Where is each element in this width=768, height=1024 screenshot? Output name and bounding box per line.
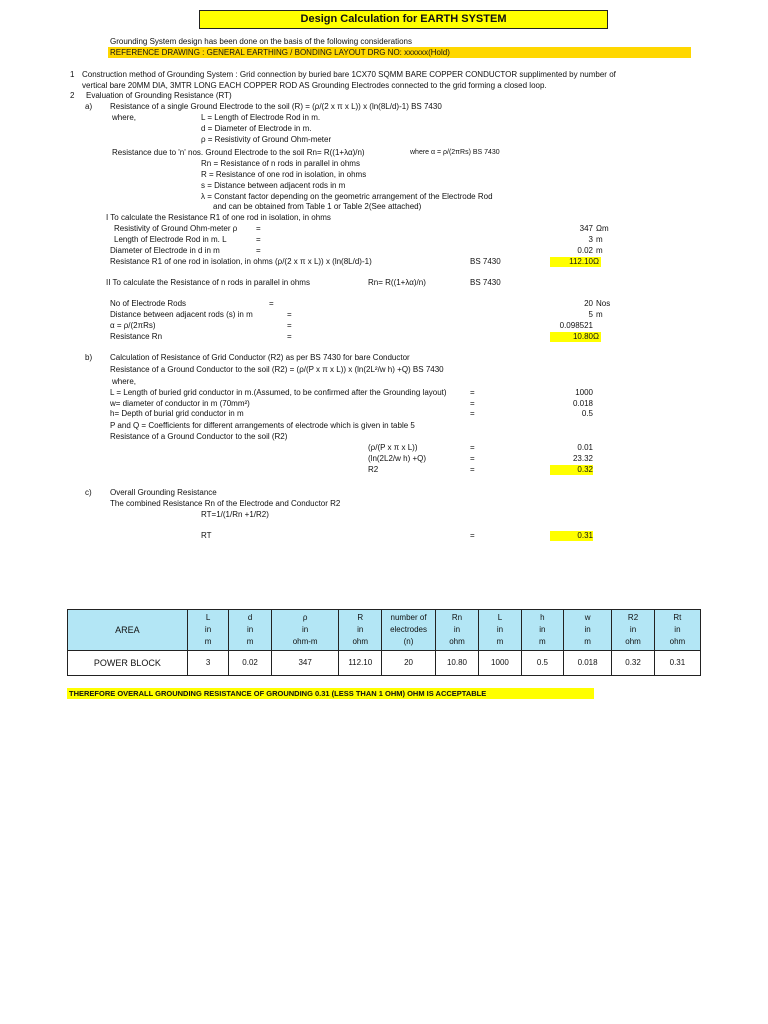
header-r2-1: R2 — [627, 613, 639, 622]
cell-rt: 0.31 — [654, 651, 700, 676]
rn-unit: Ω — [593, 332, 601, 342]
header-r-1: R — [357, 613, 364, 622]
rn-def-3: s = Distance between adjacent rods in m — [201, 181, 346, 190]
header-d — [229, 610, 272, 651]
section-b-letter: b) — [85, 353, 93, 362]
rod-diameter-unit: m — [596, 246, 603, 255]
num-rods-unit: Nos — [596, 299, 611, 308]
cell-rho: 347 — [271, 651, 339, 676]
rod-diameter-eq: = — [256, 246, 261, 255]
header-l-3: m — [204, 637, 212, 646]
rn-eq: = — [287, 332, 292, 341]
header-l — [187, 610, 229, 651]
section-c-line: The combined Resistance Rn of the Electrode and Conductor R2 — [110, 499, 341, 508]
cell-l: 3 — [187, 651, 229, 676]
calc-1-value: 0.01 — [577, 443, 593, 452]
r2-eq: = — [470, 465, 475, 474]
step-2-bs: BS 7430 — [470, 278, 501, 287]
section-c-heading: Overall Grounding Resistance — [110, 488, 217, 497]
r1-bs: BS 7430 — [470, 257, 501, 266]
cell-r2: 0.32 — [612, 651, 655, 676]
header-rt-1: Rt — [673, 613, 682, 622]
header-d-3: m — [246, 637, 254, 646]
alpha-eq: = — [287, 321, 292, 330]
header-electrodes-1: number of — [390, 613, 427, 622]
header-l-2: in — [204, 625, 212, 634]
rt-label: RT — [201, 531, 212, 540]
r2-title: Resistance of a Ground Conductor to the soil (R2) — [110, 432, 288, 441]
resistivity-eq: = — [256, 224, 261, 233]
header-rho-3: ohm-m — [292, 637, 318, 646]
r2-value: 0.32 — [550, 465, 593, 475]
reference-drawing — [108, 47, 691, 58]
num-rods-eq: = — [269, 299, 274, 308]
header-d-1: d — [247, 613, 253, 622]
header-rn-2: in — [453, 625, 461, 634]
item-2-number: 2 — [70, 91, 75, 100]
header-electrodes — [382, 610, 436, 651]
rn-heading: Resistance due to 'n' nos. Ground Electrode to the soil Rn= R((1+λα)/n) — [112, 148, 365, 157]
rn-def-1: Rn = Resistance of n rods in parallel in ohms — [201, 159, 360, 168]
header-rt-3: ohm — [669, 637, 686, 646]
calc-2-value: 23.32 — [572, 454, 593, 463]
step-2-title: II To calculate the Resistance of n rods in parallel in ohms — [106, 278, 310, 287]
header-rt-2: in — [674, 625, 681, 634]
conductor-diameter-eq: = — [470, 399, 475, 408]
item-1-line-2: vertical bare 20MM DIA, 3MTR LONG EACH COPPER ROD AS Grounding Electrodes connected to the grid forming a closed loop. — [82, 81, 547, 90]
rn-where: where α = ρ/(2πRs) BS 7430 — [410, 149, 500, 156]
header-r-2: in — [357, 625, 364, 634]
num-rods-value: 20 — [584, 299, 593, 308]
header-l2-3: m — [496, 637, 504, 646]
conductor-length-value: 1000 — [575, 388, 593, 397]
cell-d: 0.02 — [229, 651, 272, 676]
table-row — [68, 651, 701, 676]
header-w-2: in — [584, 625, 591, 634]
rt-value: 0.31 — [550, 531, 593, 541]
step-2-formula: Rn= R((1+λα)/n) — [368, 278, 426, 287]
cell-l2: 1000 — [479, 651, 522, 676]
header-area: AREA — [68, 610, 188, 651]
cell-electrodes: 20 — [382, 651, 436, 676]
reference-text: REFERENCE DRAWING : GENERAL EARTHING / BONDING LAYOUT DRG NO: xxxxxx(Hold) — [110, 48, 450, 57]
header-l2-2: in — [496, 625, 504, 634]
num-rods-label: No of Electrode Rods — [110, 299, 187, 308]
pq-note: P and Q = Coefficients for different arrangements of electrode which is given in table 5 — [110, 421, 415, 430]
item-1-number: 1 — [70, 70, 75, 79]
header-l2-1: L — [497, 613, 503, 622]
cell-h: 0.5 — [521, 651, 563, 676]
rn-def-5: and can be obtained from Table 1 or Table 2(See attached) — [213, 202, 422, 211]
section-b-formula: Resistance of a Ground Conductor to the soil (R2) = (ρ/(P x π x L)) x (ln(2L²/w h) +Q) BS 7430 — [110, 365, 444, 374]
r1-unit: Ω — [593, 257, 601, 267]
rt-eq: = — [470, 531, 475, 540]
header-r — [339, 610, 382, 651]
cell-rn: 10.80 — [435, 651, 478, 676]
conclusion-banner — [67, 688, 594, 699]
rod-diameter-value: 0.02 — [577, 246, 593, 255]
rod-length-value: 3 — [588, 235, 593, 244]
section-a-letter: a) — [85, 102, 93, 111]
calc-1-eq: = — [470, 443, 475, 452]
rod-spacing-eq: = — [287, 310, 292, 319]
rn-value: 10.80 — [550, 332, 593, 342]
resistivity-value: 347 — [579, 224, 593, 233]
r1-label: Resistance R1 of one rod in isolation, in ohms (ρ/(2 x π x L)) x (ln(8L/d)-1) — [110, 257, 372, 266]
resistivity-label: Resistivity of Ground Ohm-meter ρ — [114, 224, 238, 233]
calc-1-label: (ρ/(P x π x L)) — [368, 443, 418, 452]
section-b-where: where, — [112, 377, 137, 386]
burial-depth-value: 0.5 — [581, 409, 593, 418]
alpha-value: 0.098521 — [559, 321, 593, 330]
header-rho-1: ρ — [302, 613, 308, 622]
rn-def-4: λ = Constant factor depending on the geometric arrangement of the Electrode Rod — [201, 192, 493, 201]
calc-2-eq: = — [470, 454, 475, 463]
cell-area: POWER BLOCK — [68, 651, 188, 676]
header-h-3: m — [539, 637, 546, 646]
burial-depth-label: h= Depth of burial grid conductor in m — [110, 409, 244, 418]
header-w — [563, 610, 611, 651]
header-h-1: h — [540, 613, 545, 622]
section-c-letter: c) — [85, 488, 92, 497]
header-electrodes-3: (n) — [403, 637, 414, 646]
cell-r: 112.10 — [339, 651, 382, 676]
def-rho: ρ = Resistivity of Ground Ohm-meter — [201, 135, 332, 144]
rod-spacing-label: Distance between adjacent rods (s) in m — [110, 310, 253, 319]
header-r-3: ohm — [352, 637, 369, 646]
header-h — [521, 610, 563, 651]
conductor-diameter-label: w= diameter of conductor in m (70mm²) — [110, 399, 250, 408]
cell-w: 0.018 — [563, 651, 611, 676]
calc-2-label: (ln(2L2/w h) +Q) — [368, 454, 427, 463]
rn-label: Resistance Rn — [110, 332, 163, 341]
rod-length-unit: m — [596, 235, 603, 244]
conductor-length-eq: = — [470, 388, 475, 397]
header-l-1: L — [205, 613, 211, 622]
r2-label: R2 — [368, 465, 379, 474]
header-w-3: m — [584, 637, 591, 646]
item-1-line-1: Construction method of Grounding System : Grid connection by buried bare 1CX70 SQMM BARE COPPER CONDUCTOR supplimented by number of — [82, 70, 616, 79]
rn-def-2: R = Resistance of one rod in isolation, in ohms — [201, 170, 367, 179]
conclusion-text: THEREFORE OVERALL GROUNDING RESISTANCE OF GROUNDING 0.31 (LESS THAN 1 OHM) OHM IS ACCEPTABLE — [69, 689, 487, 698]
resistivity-unit: Ωm — [596, 224, 609, 233]
conductor-length-label: L = Length of buried grid conductor in m.(Assumed, to be confirmed after the Grounding layout) — [110, 388, 447, 397]
rod-spacing-unit: m — [596, 310, 603, 319]
section-a-where: where, — [112, 113, 137, 122]
summary-table — [67, 609, 701, 676]
header-d-2: in — [246, 625, 254, 634]
header-r2-2: in — [629, 625, 637, 634]
header-rn — [435, 610, 478, 651]
conductor-diameter-value: 0.018 — [572, 399, 593, 408]
header-l2 — [479, 610, 522, 651]
item-2-label: Evaluation of Grounding Resistance (RT) — [86, 91, 232, 100]
def-d: d = Diameter of Electrode in m. — [201, 124, 312, 133]
r1-value: 112.10 — [550, 257, 593, 267]
header-h-2: in — [539, 625, 546, 634]
page-title: Design Calculation for EARTH SYSTEM — [199, 10, 608, 29]
section-a-heading: Resistance of a single Ground Electrode to the soil (R) = (ρ/(2 x π x L)) x (ln(8L/d)-1) BS 7430 — [110, 102, 442, 111]
header-w-1: w — [584, 613, 591, 622]
header-electrodes-2: electrodes — [390, 625, 427, 634]
rod-length-eq: = — [256, 235, 261, 244]
burial-depth-eq: = — [470, 409, 475, 418]
alpha-label: α = ρ/(2πRs) — [110, 321, 156, 330]
step-1-title: I To calculate the Resistance R1 of one rod in isolation, in ohms — [106, 213, 331, 222]
rod-spacing-value: 5 — [588, 310, 593, 319]
header-r2 — [612, 610, 655, 651]
header-rn-3: ohm — [449, 637, 465, 646]
header-rn-1: Rn — [451, 613, 463, 622]
def-l: L = Length of Electrode Rod in m. — [201, 113, 321, 122]
header-rt — [654, 610, 700, 651]
header-r2-3: ohm — [625, 637, 641, 646]
intro-text: Grounding System design has been done on the basis of the following considerations — [110, 37, 412, 46]
header-rho — [271, 610, 339, 651]
rod-diameter-label: Diameter of Electrode in d in m — [110, 246, 220, 255]
header-rho-2: in — [302, 625, 309, 634]
rt-formula: RT=1/(1/Rn +1/R2) — [201, 510, 269, 519]
section-b-heading: Calculation of Resistance of Grid Conductor (R2) as per BS 7430 for bare Conductor — [110, 353, 410, 362]
rod-length-label: Length of Electrode Rod in m. L — [114, 235, 227, 244]
table-header-row — [68, 610, 701, 651]
